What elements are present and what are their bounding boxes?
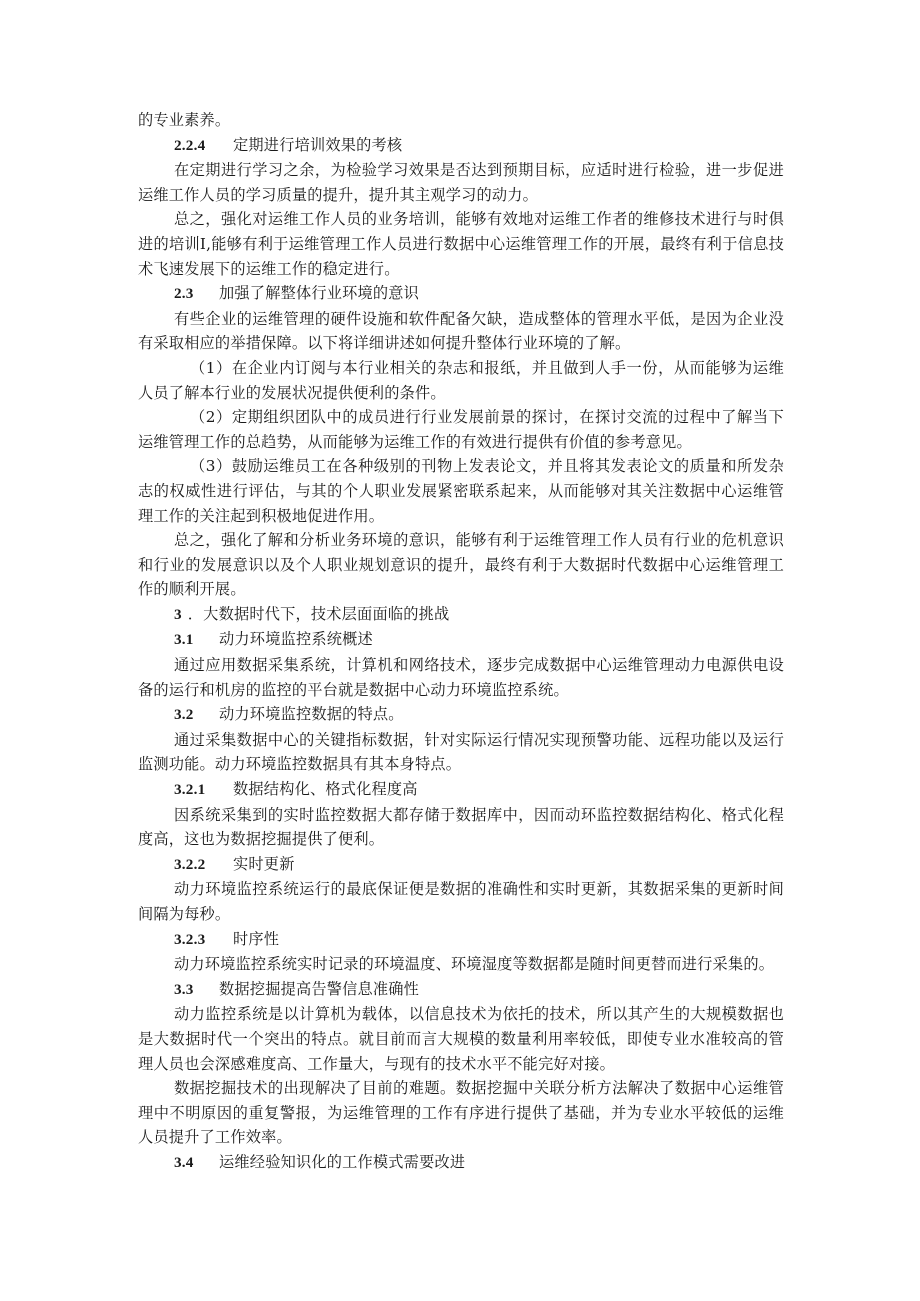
section-title: 定期进行培训效果的考核 [233,135,403,154]
section-title: 实时更新 [233,854,295,873]
list-item: （3）鼓励运维员工在各种级别的刊物上发表论文，并且将其发表论文的质量和所发杂志的权威性进行评估，与其的个人职业发展紧密联系起来，从而能够对其关注数据中心运维管理工作的关注起到积极地促进作用。 [138,457,784,525]
section-title: 运维经验知识化的工作模式需要改进 [219,1152,466,1171]
section-number: 2.2.4 [174,136,206,154]
paragraph: 总之，强化对运维工作人员的业务培训，能够有效地对运维工作者的维修技术进行与时俱进的培训I,能够有利于运维管理工作人员进行数据中心运维管理工作的开展，最终有利于信息技术飞速发展下的运维工作的稳定进行。 [138,210,784,278]
section-number: 2.3 [174,285,194,303]
list-item: （2）定期组织团队中的成员进行行业发展前景的探讨，在探讨交流的过程中了解当下运维管理工作的总趋势，从而能够为运维工作的有效进行提供有价值的参考意见。 [138,408,784,451]
heading-2-3 [138,281,784,307]
heading-3 [138,602,784,628]
heading-3-2 [138,702,784,728]
paragraph-continuation: 的专业素养。 [138,111,231,129]
section-number: 3.2.2 [174,855,206,873]
section-title: 时序性 [233,929,280,948]
paragraph: 动力监控系统是以计算机为载体，以信息技术为依托的技术，所以其产生的大规模数据也是大数据时代一个突出的特点。就目前而言大规模的数量利用率较低，即使专业水准较高的管理人员也会深感难度高、工作量大，与现有的技术水平不能完好对接。 [138,1005,784,1073]
paragraph: 有些企业的运维管理的硬件设施和软件配备欠缺，造成整体的管理水平低，是因为企业没有采取相应的举措保障。以下将详细讲述如何提升整体行业环境的了解。 [138,309,784,353]
heading-3-1 [138,627,784,653]
section-title: 数据结构化、格式化程度高 [233,780,418,799]
heading-3-2-1 [138,777,784,803]
section-number: 3.2.1 [174,781,206,799]
section-number: 3 [174,605,182,623]
paragraph: 在定期进行学习之余，为检验学习效果是否达到预期目标，应适时进行检验，进一步促进运维工作人员的学习质量的提升，提升其主观学习的动力。 [138,161,784,204]
paragraph: 动力环境监控系统运行的最底保证便是数据的准确性和实时更新，其数据采集的更新时间间隔为每秒。 [138,880,784,923]
document-page [138,108,784,1176]
heading-3-2-3 [138,927,784,953]
heading-3-3 [138,977,784,1003]
section-title: 动力环境监控数据的特点。 [219,705,404,724]
paragraph: 通过采集数据中心的关键指标数据，针对实际运行情况实现预警功能、远程功能以及运行监测功能。动力环境监控数据具有其本身特点。 [138,730,784,774]
paragraph: 因系统采集到的实时监控数据大都存储于数据库中，因而动环监控数据结构化、格式化程度高，这也为数据挖掘提供了便利。 [138,805,784,849]
heading-3-2-2 [138,852,784,878]
paragraph: 通过应用数据采集系统，计算机和网络技术，逐步完成数据中心运维管理动力电源供电设备的运行和机房的监控的平台就是数据中心动力环境监控系统。 [138,656,784,699]
heading-2-2-4 [138,133,784,159]
section-number: 3.1 [174,631,194,649]
paragraph: 动力环境监控系统实时记录的环境温度、环境湿度等数据都是随时间更替而进行采集的。 [174,955,775,974]
section-number: 3.2.3 [174,930,206,948]
paragraph: 数据挖掘技术的出现解决了目前的难题。数据挖掘中关联分析方法解决了数据中心运维管理中不明原因的重复警报，为运维管理的工作有序进行提供了基础，并为专业水平较低的运维人员提升了工作效率。 [138,1079,784,1147]
section-title: 数据挖掘提高告警信息准确性 [219,979,420,998]
section-number: 3.3 [174,980,194,998]
section-number: 3.4 [174,1153,194,1171]
section-title: ．大数据时代下，技术层面面临的挑战 [187,604,450,623]
paragraph: 总之，强化了解和分析业务环境的意识，能够有利于运维管理工作人员有行业的危机意识和行业的发展意识以及个人职业规划意识的提升，最终有利于大数据时代数据中心运维管理工作的顺利开展。 [138,531,784,599]
section-number: 3.2 [174,706,194,724]
section-title: 动力环境监控系统概述 [219,630,373,649]
list-item: （1）在企业内订阅与本行业相关的杂志和报纸，并且做到人手一份，从而能够为运维人员了解本行业的发展状况提供便利的条件。 [138,358,784,402]
section-title: 加强了解整体行业环境的意识 [219,284,420,303]
heading-3-4 [138,1150,784,1176]
